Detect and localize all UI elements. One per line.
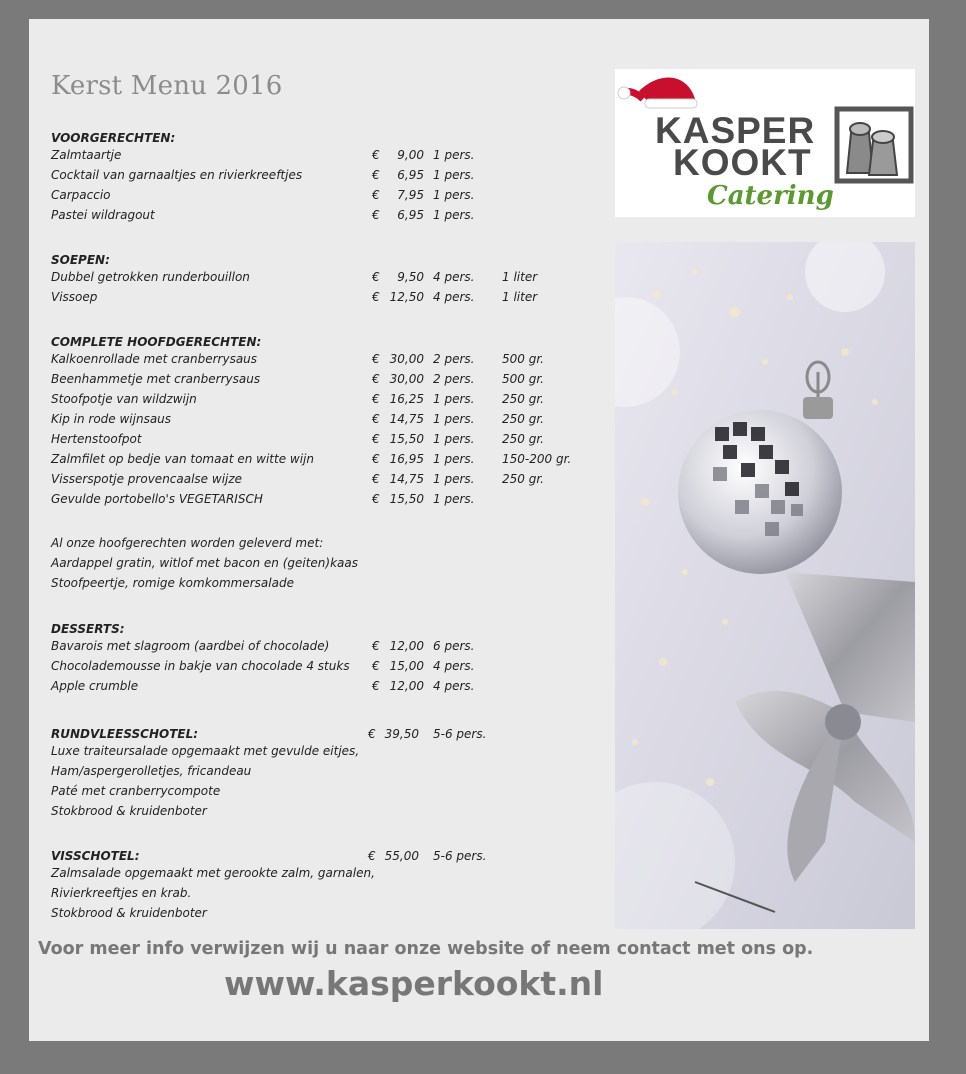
menu-item-name: Beenhammetje met cranberrysaus: [51, 372, 261, 386]
platter-description-line: Stokbrood & kruidenboter: [51, 804, 207, 818]
menu-item-persons: 4 pers.: [433, 270, 475, 284]
menu-item-quantity: 250 gr.: [502, 432, 544, 446]
menu-item-price: 15,50: [389, 492, 424, 506]
menu-item-quantity: 500 gr.: [502, 352, 544, 366]
menu-item-quantity: 150-200 gr.: [502, 452, 572, 466]
menu-item-name: Apple crumble: [51, 679, 139, 693]
menu-item-persons: 6 pers.: [433, 639, 475, 653]
menu-item-persons: 2 pers.: [433, 352, 475, 366]
section-heading-soepen: SOEPEN:: [51, 253, 110, 267]
footer-info: Voor meer info verwijzen wij u naar onze website of neem contact met ons op.: [38, 939, 814, 959]
platter-currency: €: [368, 727, 376, 741]
menu-item-name: Cocktail van garnaaltjes en rivierkreeftjes: [51, 168, 303, 182]
section-heading-hoofdgerechten: COMPLETE HOOFDGERECHTEN:: [51, 335, 262, 349]
section-heading-voorgerechten: VOORGERECHTEN:: [51, 131, 176, 145]
menu-item-price: 9,50: [397, 270, 424, 284]
menu-item-persons: 1 pers.: [433, 392, 475, 406]
menu-item-price: 12,00: [389, 679, 424, 693]
logo: [615, 69, 915, 217]
menu-item-persons: 1 pers.: [433, 452, 475, 466]
platter-persons: 5-6 pers.: [433, 727, 487, 741]
menu-item-price: 16,25: [389, 392, 424, 406]
menu-item-price: 6,95: [397, 168, 424, 182]
section-heading-vis: VISSCHOTEL:: [51, 849, 140, 863]
menu-item-persons: 1 pers.: [433, 492, 475, 506]
menu-item-currency: €: [372, 270, 380, 284]
platter-price: 55,00: [384, 849, 419, 863]
section-heading-rundvlees: RUNDVLEESSCHOTEL:: [51, 727, 199, 741]
menu-item-persons: 4 pers.: [433, 290, 475, 304]
menu-item-persons: 1 pers.: [433, 188, 475, 202]
hoofdgerechten-note-line: Aardappel gratin, witlof met bacon en (geiten)kaas: [51, 556, 359, 570]
menu-item-currency: €: [372, 452, 380, 466]
menu-item-name: Zalmtaartje: [51, 148, 122, 162]
menu-item-name: Zalmfilet op bedje van tomaat en witte wijn: [51, 452, 314, 466]
menu-item-persons: 1 pers.: [433, 432, 475, 446]
menu-item-name: Vissoep: [51, 290, 98, 304]
page-title: Kerst Menu 2016: [51, 71, 283, 101]
menu-item-price: 12,50: [389, 290, 424, 304]
menu-item-price: 14,75: [389, 412, 424, 426]
menu-item-price: 15,00: [389, 659, 424, 673]
menu-item-persons: 1 pers.: [433, 412, 475, 426]
platter-description-line: Paté met cranberrycompote: [51, 784, 221, 798]
menu-item-name: Dubbel getrokken runderbouillon: [51, 270, 250, 284]
menu-item-persons: 1 pers.: [433, 208, 475, 222]
platter-description-line: Stokbrood & kruidenboter: [51, 906, 207, 920]
menu-item-price: 12,00: [389, 639, 424, 653]
logo-line-catering: Catering: [707, 181, 834, 211]
menu-item-currency: €: [372, 188, 380, 202]
platter-persons: 5-6 pers.: [433, 849, 487, 863]
platter-currency: €: [368, 849, 376, 863]
menu-item-currency: €: [372, 412, 380, 426]
menu-item-currency: €: [372, 168, 380, 182]
menu-item-price: 30,00: [389, 352, 424, 366]
menu-item-price: 30,00: [389, 372, 424, 386]
menu-item-name: Kip in rode wijnsaus: [51, 412, 172, 426]
platter-description-line: Rivierkreeftjes en krab.: [51, 886, 192, 900]
menu-item-name: Visserspotje provencaalse wijze: [51, 472, 243, 486]
platter-price: 39,50: [384, 727, 419, 741]
menu-sheet: [29, 19, 929, 1041]
menu-item-currency: €: [372, 492, 380, 506]
menu-item-currency: €: [372, 290, 380, 304]
menu-item-currency: €: [372, 432, 380, 446]
menu-item-persons: 1 pers.: [433, 472, 475, 486]
menu-item-quantity: 1 liter: [502, 270, 538, 284]
menu-item-price: 16,95: [389, 452, 424, 466]
christmas-photo: [615, 242, 915, 929]
menu-item-persons: 4 pers.: [433, 679, 475, 693]
menu-item-currency: €: [372, 392, 380, 406]
menu-item-quantity: 250 gr.: [502, 472, 544, 486]
menu-item-quantity: 250 gr.: [502, 392, 544, 406]
menu-item-name: Stoofpotje van wildzwijn: [51, 392, 197, 406]
menu-item-persons: 2 pers.: [433, 372, 475, 386]
menu-item-currency: €: [372, 659, 380, 673]
menu-item-price: 14,75: [389, 472, 424, 486]
menu-item-currency: €: [372, 679, 380, 693]
menu-item-quantity: 250 gr.: [502, 412, 544, 426]
menu-item-persons: 1 pers.: [433, 148, 475, 162]
menu-item-price: 6,95: [397, 208, 424, 222]
logo-line-kasper: KASPER: [655, 110, 816, 151]
menu-item-name: Hertenstoofpot: [51, 432, 142, 446]
menu-item-currency: €: [372, 372, 380, 386]
menu-item-currency: €: [372, 639, 380, 653]
menu-item-name: Gevulde portobello's VEGETARISCH: [51, 492, 263, 506]
menu-item-quantity: 1 liter: [502, 290, 538, 304]
menu-item-name: Chocolademousse in bakje van chocolade 4 stuks: [51, 659, 350, 673]
menu-item-quantity: 500 gr.: [502, 372, 544, 386]
menu-item-name: Kalkoenrollade met cranberrysaus: [51, 352, 258, 366]
menu-item-price: 7,95: [397, 188, 424, 202]
logo-line-kookt: KOOKT: [673, 142, 812, 183]
menu-item-name: Bavarois met slagroom (aardbei of chocolade): [51, 639, 330, 653]
menu-item-price: 9,00: [397, 148, 424, 162]
section-heading-desserts: DESSERTS:: [51, 622, 125, 636]
menu-item-currency: €: [372, 148, 380, 162]
platter-description-line: Zalmsalade opgemaakt met gerookte zalm, garnalen,: [51, 866, 375, 880]
menu-item-currency: €: [372, 208, 380, 222]
menu-item-persons: 1 pers.: [433, 168, 475, 182]
menu-item-currency: €: [372, 472, 380, 486]
hoofdgerechten-note-line: Stoofpeertje, romige komkommersalade: [51, 576, 294, 590]
menu-item-name: Carpaccio: [51, 188, 111, 202]
menu-item-persons: 4 pers.: [433, 659, 475, 673]
website-link[interactable]: www.kasperkookt.nl: [224, 964, 604, 1003]
platter-description-line: Luxe traiteursalade opgemaakt met gevulde eitjes,: [51, 744, 360, 758]
menu-item-name: Pastei wildragout: [51, 208, 155, 222]
menu-item-price: 15,50: [389, 432, 424, 446]
santa-hat-icon: [618, 78, 697, 108]
menu-item-currency: €: [372, 352, 380, 366]
platter-description-line: Ham/aspergerolletjes, fricandeau: [51, 764, 252, 778]
hoofdgerechten-note-line: Al onze hoofgerechten worden geleverd met:: [51, 536, 324, 550]
salt-pepper-shakers-icon: [837, 109, 911, 181]
